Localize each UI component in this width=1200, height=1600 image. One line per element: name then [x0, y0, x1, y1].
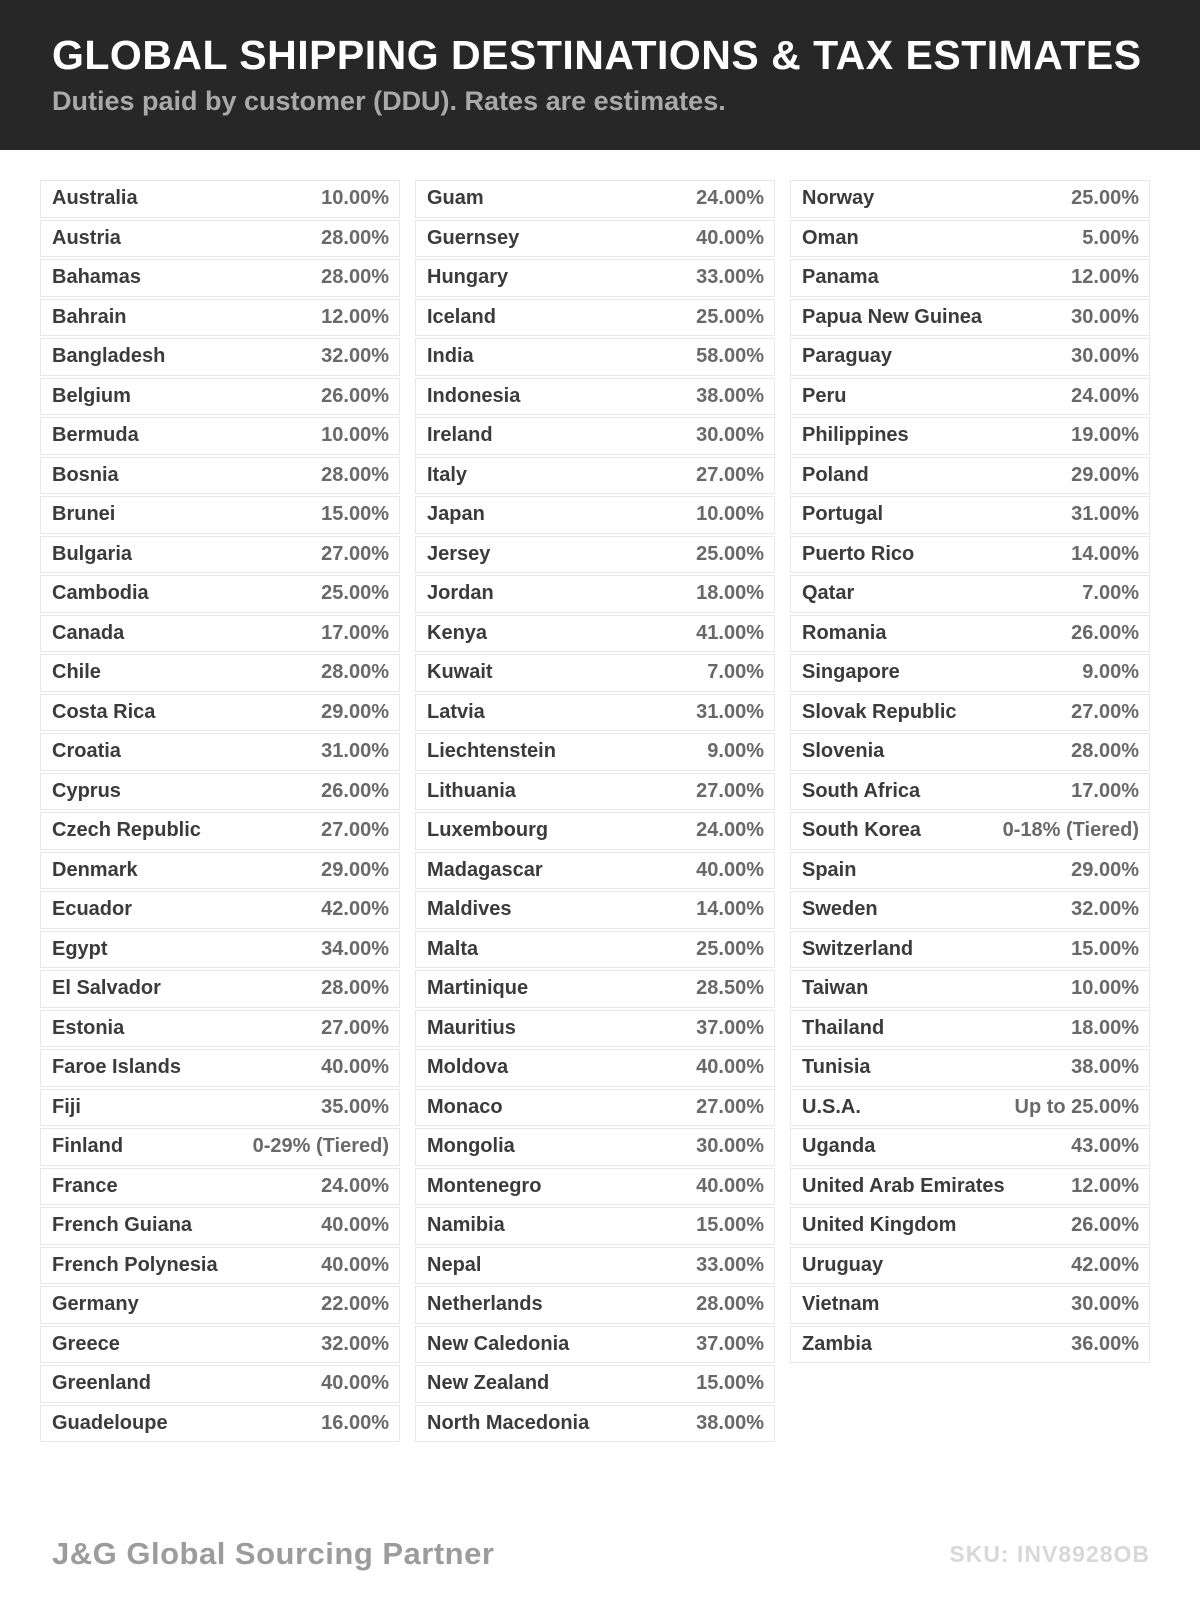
- table-row: [415, 654, 775, 692]
- table-row: [40, 378, 400, 416]
- rate-value: 0-29% (Tiered): [252, 1135, 389, 1158]
- country-label: French Polynesia: [52, 1253, 218, 1276]
- country-label: Taiwan: [802, 977, 869, 1000]
- table-row: [40, 1405, 400, 1443]
- rate-value: 33.00%: [696, 266, 764, 289]
- country-label: Romania: [802, 621, 887, 644]
- table-row: [40, 1247, 400, 1285]
- country-label: Moldova: [427, 1056, 509, 1079]
- rate-value: 34.00%: [321, 937, 389, 960]
- country-label: New Zealand: [427, 1372, 550, 1395]
- table-row: [790, 1128, 1150, 1166]
- rate-value: 22.00%: [321, 1293, 389, 1316]
- table-row: [415, 1168, 775, 1206]
- country-label: Finland: [52, 1135, 124, 1158]
- rate-value: 14.00%: [696, 898, 764, 921]
- rate-value: 5.00%: [1082, 226, 1139, 249]
- country-label: Egypt: [52, 937, 108, 960]
- rate-value: 27.00%: [1071, 700, 1139, 723]
- country-label: Montenegro: [427, 1174, 542, 1197]
- rate-value: 27.00%: [696, 1095, 764, 1118]
- country-label: Poland: [802, 463, 869, 486]
- country-label: Nepal: [427, 1253, 482, 1276]
- brand-name: J&G Global Sourcing Partner: [52, 1536, 495, 1571]
- sku-label: SKU: INV8928OB: [949, 1540, 1150, 1567]
- table-row: [790, 931, 1150, 969]
- rate-value: 10.00%: [1071, 977, 1139, 1000]
- country-label: Bangladesh: [52, 345, 166, 368]
- table-row: [415, 259, 775, 297]
- table-row: [415, 417, 775, 455]
- country-label: South Africa: [802, 779, 921, 802]
- table-row: [790, 259, 1150, 297]
- country-label: Japan: [427, 503, 485, 526]
- country-label: Lithuania: [427, 779, 516, 802]
- rate-value: 40.00%: [696, 1056, 764, 1079]
- country-label: Estonia: [52, 1016, 125, 1039]
- country-label: Uganda: [802, 1135, 876, 1158]
- table-row: [40, 1089, 400, 1127]
- rate-value: 28.00%: [321, 266, 389, 289]
- country-label: Bahrain: [52, 305, 127, 328]
- table-row: [40, 536, 400, 574]
- rate-value: 27.00%: [696, 463, 764, 486]
- country-label: Cambodia: [52, 582, 149, 605]
- rate-value: 40.00%: [696, 858, 764, 881]
- country-label: Jordan: [427, 582, 494, 605]
- table-row: [40, 891, 400, 929]
- country-label: Denmark: [52, 858, 138, 881]
- country-label: Norway: [802, 187, 875, 210]
- country-label: Philippines: [802, 424, 909, 447]
- table-row: [415, 1405, 775, 1443]
- country-label: Ireland: [427, 424, 493, 447]
- country-label: Indonesia: [427, 384, 521, 407]
- table-row: [415, 812, 775, 850]
- table-row: [415, 496, 775, 534]
- table-row: [790, 1168, 1150, 1206]
- table-row: [790, 1326, 1150, 1364]
- table-row: [40, 1168, 400, 1206]
- header-banner: [0, 0, 1200, 150]
- table-row: [790, 970, 1150, 1008]
- table-row: [40, 970, 400, 1008]
- rate-value: 28.00%: [321, 463, 389, 486]
- rate-value: 24.00%: [321, 1174, 389, 1197]
- table-row: [790, 1247, 1150, 1285]
- rate-value: 40.00%: [321, 1056, 389, 1079]
- country-label: Bahamas: [52, 266, 141, 289]
- rate-value: 31.00%: [1071, 503, 1139, 526]
- rate-value: 41.00%: [696, 621, 764, 644]
- table-row: [40, 694, 400, 732]
- country-label: Croatia: [52, 740, 121, 763]
- country-label: Vietnam: [802, 1293, 880, 1316]
- rate-value: 17.00%: [1071, 779, 1139, 802]
- table-row: [790, 378, 1150, 416]
- country-label: Netherlands: [427, 1293, 543, 1316]
- country-label: Qatar: [802, 582, 855, 605]
- rate-value: 33.00%: [696, 1253, 764, 1276]
- country-label: Zambia: [802, 1332, 873, 1355]
- table-row: [790, 1286, 1150, 1324]
- table-row: [790, 1049, 1150, 1087]
- rate-value: 25.00%: [696, 542, 764, 565]
- rate-value: 27.00%: [321, 542, 389, 565]
- rate-value: 7.00%: [707, 661, 764, 684]
- rate-value: 40.00%: [321, 1214, 389, 1237]
- country-label: Paraguay: [802, 345, 893, 368]
- table-row: [790, 891, 1150, 929]
- table-row: [415, 1089, 775, 1127]
- rate-value: 32.00%: [321, 1332, 389, 1355]
- country-label: Thailand: [802, 1016, 885, 1039]
- rate-value: 28.00%: [321, 661, 389, 684]
- rate-value: 15.00%: [1071, 937, 1139, 960]
- rate-value: 38.00%: [1071, 1056, 1139, 1079]
- rate-value: 15.00%: [696, 1214, 764, 1237]
- country-label: United Kingdom: [802, 1214, 957, 1237]
- table-row: [415, 1286, 775, 1324]
- rate-value: 12.00%: [1071, 1174, 1139, 1197]
- country-label: Cyprus: [52, 779, 121, 802]
- rate-value: 30.00%: [1071, 305, 1139, 328]
- rate-value: 19.00%: [1071, 424, 1139, 447]
- rate-value: 32.00%: [321, 345, 389, 368]
- table-row: [790, 536, 1150, 574]
- rate-value: 18.00%: [696, 582, 764, 605]
- rate-value: 40.00%: [696, 226, 764, 249]
- country-label: Malta: [427, 937, 479, 960]
- table-row: [415, 733, 775, 771]
- rate-value: 25.00%: [321, 582, 389, 605]
- country-label: Bermuda: [52, 424, 139, 447]
- table-row: [40, 1286, 400, 1324]
- rate-value: 28.00%: [1071, 740, 1139, 763]
- table-row: [790, 338, 1150, 376]
- table-row: [415, 970, 775, 1008]
- rate-value: 27.00%: [321, 819, 389, 842]
- rate-value: 37.00%: [696, 1016, 764, 1039]
- tax-rate-table: [40, 180, 1150, 1444]
- table-row: [790, 812, 1150, 850]
- table-row: [415, 457, 775, 495]
- rate-value: 24.00%: [696, 819, 764, 842]
- table-row: [40, 852, 400, 890]
- rate-value: 29.00%: [1071, 463, 1139, 486]
- rate-value: 16.00%: [321, 1411, 389, 1434]
- rate-value: 42.00%: [1071, 1253, 1139, 1276]
- table-row: [415, 931, 775, 969]
- rate-value: 26.00%: [321, 779, 389, 802]
- country-label: Czech Republic: [52, 819, 201, 842]
- table-column-2: [415, 180, 775, 1444]
- rate-value: 31.00%: [321, 740, 389, 763]
- country-label: Guernsey: [427, 226, 520, 249]
- table-row: [40, 1010, 400, 1048]
- table-row: [40, 1365, 400, 1403]
- rate-value: 31.00%: [696, 700, 764, 723]
- country-label: Ecuador: [52, 898, 133, 921]
- table-row: [40, 812, 400, 850]
- table-row: [40, 1049, 400, 1087]
- rate-value: 40.00%: [696, 1174, 764, 1197]
- rate-value: 9.00%: [707, 740, 764, 763]
- rate-value: 25.00%: [696, 937, 764, 960]
- country-label: Monaco: [427, 1095, 503, 1118]
- country-label: Bulgaria: [52, 542, 133, 565]
- country-label: Liechtenstein: [427, 740, 556, 763]
- country-label: Greenland: [52, 1372, 151, 1395]
- country-label: Guadeloupe: [52, 1411, 168, 1434]
- rate-value: 0-18% (Tiered): [1002, 819, 1139, 842]
- country-label: Jersey: [427, 542, 491, 565]
- footer: [52, 1536, 1150, 1572]
- table-row: [40, 496, 400, 534]
- rate-value: 40.00%: [321, 1372, 389, 1395]
- table-column-1: [40, 180, 400, 1444]
- table-row: [790, 654, 1150, 692]
- rate-value: 29.00%: [1071, 858, 1139, 881]
- rate-value: 26.00%: [1071, 1214, 1139, 1237]
- table-row: [40, 575, 400, 613]
- rate-value: 28.50%: [696, 977, 764, 1000]
- rate-value: 28.00%: [321, 977, 389, 1000]
- table-row: [790, 299, 1150, 337]
- table-row: [415, 694, 775, 732]
- rate-value: 7.00%: [1082, 582, 1139, 605]
- country-label: Costa Rica: [52, 700, 156, 723]
- table-row: [790, 417, 1150, 455]
- table-row: [40, 1207, 400, 1245]
- table-row: [790, 733, 1150, 771]
- rate-value: 28.00%: [696, 1293, 764, 1316]
- rate-value: 24.00%: [696, 187, 764, 210]
- rate-value: 10.00%: [321, 187, 389, 210]
- country-label: Luxembourg: [427, 819, 549, 842]
- rate-value: 28.00%: [321, 226, 389, 249]
- table-row: [415, 1365, 775, 1403]
- table-row: [415, 1049, 775, 1087]
- rate-value: 29.00%: [321, 700, 389, 723]
- country-label: Martinique: [427, 977, 529, 1000]
- country-label: Brunei: [52, 503, 116, 526]
- country-label: Mauritius: [427, 1016, 516, 1039]
- table-row: [790, 575, 1150, 613]
- country-label: Bosnia: [52, 463, 119, 486]
- table-row: [790, 220, 1150, 258]
- table-row: [415, 299, 775, 337]
- table-row: [40, 615, 400, 653]
- country-label: Mongolia: [427, 1135, 515, 1158]
- table-row: [415, 575, 775, 613]
- rate-value: 38.00%: [696, 1411, 764, 1434]
- rate-value: 30.00%: [1071, 345, 1139, 368]
- country-label: Namibia: [427, 1214, 505, 1237]
- country-label: Germany: [52, 1293, 139, 1316]
- country-label: Singapore: [802, 661, 900, 684]
- table-row: [415, 536, 775, 574]
- rate-value: 42.00%: [321, 898, 389, 921]
- rate-value: 36.00%: [1071, 1332, 1139, 1355]
- rate-value: 35.00%: [321, 1095, 389, 1118]
- country-label: Panama: [802, 266, 879, 289]
- country-label: Chile: [52, 661, 101, 684]
- table-row: [40, 180, 400, 218]
- table-row: [790, 496, 1150, 534]
- table-row: [40, 259, 400, 297]
- rate-value: 32.00%: [1071, 898, 1139, 921]
- rate-value: 26.00%: [1071, 621, 1139, 644]
- rate-value: 26.00%: [321, 384, 389, 407]
- table-row: [40, 773, 400, 811]
- rate-value: 14.00%: [1071, 542, 1139, 565]
- country-label: Iceland: [427, 305, 496, 328]
- rate-value: 38.00%: [696, 384, 764, 407]
- table-row: [790, 457, 1150, 495]
- table-row: [415, 1128, 775, 1166]
- rate-value: 30.00%: [696, 1135, 764, 1158]
- country-label: Switzerland: [802, 937, 914, 960]
- country-label: Oman: [802, 226, 859, 249]
- rate-value: 10.00%: [321, 424, 389, 447]
- table-row: [415, 1247, 775, 1285]
- country-label: Madagascar: [427, 858, 543, 881]
- country-label: Canada: [52, 621, 125, 644]
- country-label: El Salvador: [52, 977, 161, 1000]
- table-row: [415, 338, 775, 376]
- rate-value: 25.00%: [696, 305, 764, 328]
- country-label: Hungary: [427, 266, 509, 289]
- rate-value: 12.00%: [1071, 266, 1139, 289]
- table-row: [415, 852, 775, 890]
- rate-value: 24.00%: [1071, 384, 1139, 407]
- country-label: United Arab Emirates: [802, 1174, 1005, 1197]
- country-label: Tunisia: [802, 1056, 871, 1079]
- table-row: [415, 1326, 775, 1364]
- country-label: Belgium: [52, 384, 131, 407]
- country-label: Faroe Islands: [52, 1056, 181, 1079]
- country-label: Portugal: [802, 503, 884, 526]
- country-label: Italy: [427, 463, 468, 486]
- table-row: [415, 891, 775, 929]
- country-label: Kuwait: [427, 661, 493, 684]
- rate-value: 12.00%: [321, 305, 389, 328]
- rate-value: 15.00%: [696, 1372, 764, 1395]
- table-row: [40, 931, 400, 969]
- rate-value: 40.00%: [321, 1253, 389, 1276]
- rate-value: 25.00%: [1071, 187, 1139, 210]
- table-row: [790, 1010, 1150, 1048]
- rate-value: 30.00%: [1071, 1293, 1139, 1316]
- table-row: [40, 338, 400, 376]
- rate-value: 27.00%: [321, 1016, 389, 1039]
- country-label: Australia: [52, 187, 138, 210]
- table-row: [40, 220, 400, 258]
- table-row: [790, 180, 1150, 218]
- table-row: [790, 1089, 1150, 1127]
- table-row: [40, 299, 400, 337]
- table-row: [415, 220, 775, 258]
- table-row: [790, 615, 1150, 653]
- rate-value: 17.00%: [321, 621, 389, 644]
- country-label: Papua New Guinea: [802, 305, 983, 328]
- country-label: Spain: [802, 858, 857, 881]
- country-label: Slovenia: [802, 740, 885, 763]
- page-subtitle: Duties paid by customer (DDU). Rates are estimates.: [52, 86, 726, 117]
- table-row: [415, 378, 775, 416]
- table-row: [415, 180, 775, 218]
- rate-value: Up to 25.00%: [1014, 1095, 1139, 1118]
- table-row: [40, 457, 400, 495]
- table-row: [790, 773, 1150, 811]
- rate-value: 9.00%: [1082, 661, 1139, 684]
- rate-value: 15.00%: [321, 503, 389, 526]
- page-title: GLOBAL SHIPPING DESTINATIONS & TAX ESTIMATES: [52, 32, 1142, 79]
- rate-value: 27.00%: [696, 779, 764, 802]
- country-label: U.S.A.: [802, 1095, 861, 1118]
- table-row: [415, 773, 775, 811]
- rate-value: 10.00%: [696, 503, 764, 526]
- table-row: [415, 1207, 775, 1245]
- table-row: [40, 733, 400, 771]
- rate-value: 43.00%: [1071, 1135, 1139, 1158]
- table-row: [790, 694, 1150, 732]
- table-row: [415, 1010, 775, 1048]
- table-row: [40, 1128, 400, 1166]
- country-label: French Guiana: [52, 1214, 193, 1237]
- country-label: Kenya: [427, 621, 488, 644]
- table-column-3: [790, 180, 1150, 1365]
- country-label: Uruguay: [802, 1253, 884, 1276]
- country-label: Peru: [802, 384, 847, 407]
- rate-value: 37.00%: [696, 1332, 764, 1355]
- country-label: New Caledonia: [427, 1332, 570, 1355]
- country-label: France: [52, 1174, 118, 1197]
- country-label: South Korea: [802, 819, 921, 842]
- table-row: [40, 417, 400, 455]
- country-label: Austria: [52, 226, 121, 249]
- country-label: Fiji: [52, 1095, 81, 1118]
- country-label: Slovak Republic: [802, 700, 957, 723]
- country-label: Latvia: [427, 700, 485, 723]
- rate-value: 29.00%: [321, 858, 389, 881]
- table-row: [790, 852, 1150, 890]
- country-label: Maldives: [427, 898, 512, 921]
- country-label: Guam: [427, 187, 484, 210]
- country-label: Sweden: [802, 898, 878, 921]
- table-row: [415, 615, 775, 653]
- table-row: [40, 654, 400, 692]
- table-row: [790, 1207, 1150, 1245]
- country-label: India: [427, 345, 474, 368]
- rate-value: 30.00%: [696, 424, 764, 447]
- rate-value: 58.00%: [696, 345, 764, 368]
- country-label: Greece: [52, 1332, 120, 1355]
- rate-value: 18.00%: [1071, 1016, 1139, 1039]
- country-label: North Macedonia: [427, 1411, 590, 1434]
- country-label: Puerto Rico: [802, 542, 915, 565]
- table-row: [40, 1326, 400, 1364]
